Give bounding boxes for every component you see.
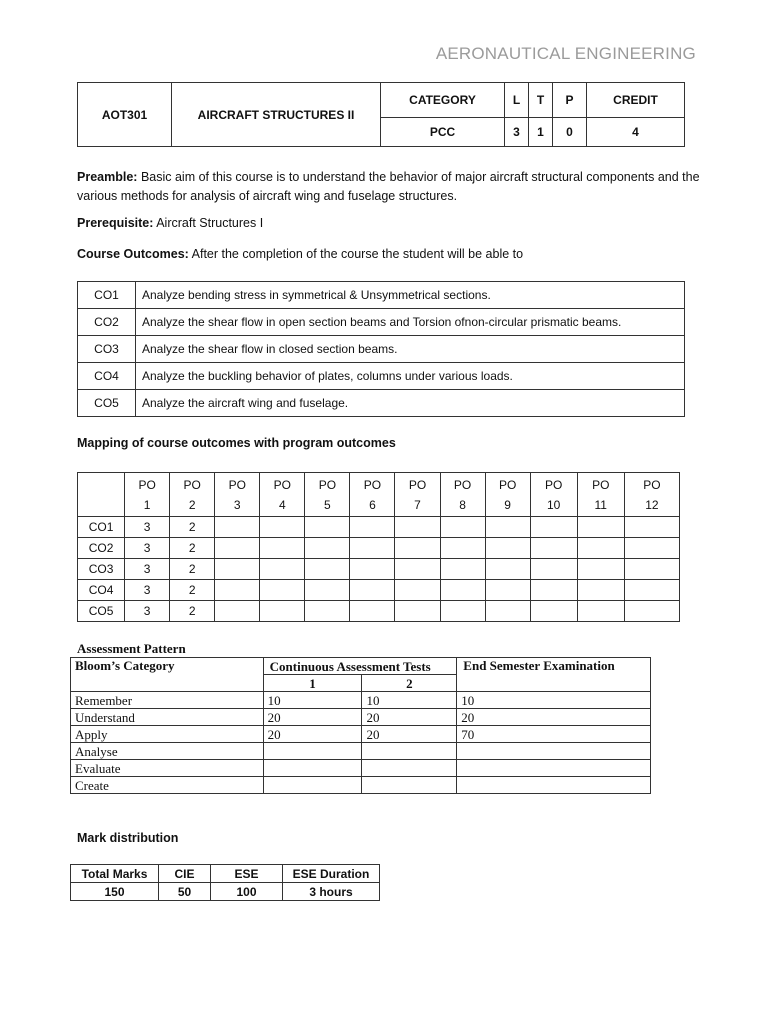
co-description: Analyze the shear flow in open section beams and Torsion ofnon-circular prismatic beams. bbox=[136, 309, 685, 336]
po-prefix: PO bbox=[318, 477, 337, 492]
mapping-cell bbox=[485, 601, 530, 622]
mapping-cell bbox=[440, 559, 485, 580]
ese-marks-header: ESE bbox=[211, 865, 283, 883]
preamble bbox=[77, 168, 702, 206]
co-code: CO3 bbox=[78, 336, 136, 363]
bloom-header: Bloom’s Category bbox=[71, 658, 264, 692]
po-prefix: PO bbox=[138, 477, 156, 492]
po-number: 2 bbox=[188, 497, 196, 512]
mapping-cell bbox=[260, 601, 305, 622]
test1-value: 20 bbox=[263, 726, 362, 743]
mapping-cell bbox=[215, 580, 260, 601]
mapping-cell bbox=[215, 601, 260, 622]
mapping-cell bbox=[305, 538, 350, 559]
mapping-cell bbox=[350, 538, 395, 559]
mapping-cell bbox=[350, 517, 395, 538]
po-prefix: PO bbox=[408, 477, 427, 492]
po-header bbox=[485, 473, 530, 517]
course-outcomes-table bbox=[77, 281, 685, 417]
mapping-co-code: CO2 bbox=[78, 538, 125, 559]
co-description: Analyze the buckling behavior of plates, columns under various loads. bbox=[136, 363, 685, 390]
po-header bbox=[125, 473, 170, 517]
mapping-title: Mapping of course outcomes with program outcomes bbox=[77, 436, 396, 450]
p-value: 0 bbox=[553, 118, 587, 147]
table-row bbox=[71, 743, 651, 760]
mapping-cell bbox=[577, 601, 624, 622]
test1-value bbox=[263, 760, 362, 777]
page-header-department: AERONAUTICAL ENGINEERING bbox=[435, 44, 696, 63]
po-number: 5 bbox=[324, 497, 331, 512]
mapping-cell bbox=[395, 580, 440, 601]
bloom-category: Understand bbox=[71, 709, 264, 726]
course-name: AIRCRAFT STRUCTURES II bbox=[172, 83, 381, 147]
co-code: CO4 bbox=[78, 363, 136, 390]
ese-value: 20 bbox=[457, 709, 651, 726]
table-row bbox=[78, 282, 685, 309]
po-number: 3 bbox=[233, 497, 241, 512]
mapping-cell bbox=[624, 559, 679, 580]
mapping-cell: 3 bbox=[125, 580, 170, 601]
po-number: 11 bbox=[594, 497, 607, 512]
ese-value bbox=[457, 743, 651, 760]
mapping-table bbox=[77, 472, 680, 622]
po-number: 9 bbox=[504, 497, 511, 512]
po-header bbox=[215, 473, 260, 517]
test1-value: 20 bbox=[263, 709, 362, 726]
preamble-label: Preamble: bbox=[77, 170, 138, 184]
ese-marks-value: 100 bbox=[211, 883, 283, 901]
test1-value: 10 bbox=[263, 692, 362, 709]
mapping-cell bbox=[215, 538, 260, 559]
mapping-cell bbox=[485, 538, 530, 559]
co-code: CO5 bbox=[78, 390, 136, 417]
course-code: AOT301 bbox=[78, 83, 172, 147]
table-row bbox=[71, 709, 651, 726]
po-prefix: PO bbox=[592, 477, 610, 492]
table-row bbox=[78, 559, 680, 580]
co-description: Analyze the shear flow in closed section beams. bbox=[136, 336, 685, 363]
po-header bbox=[440, 473, 485, 517]
table-row bbox=[71, 760, 651, 777]
mapping-cell bbox=[577, 517, 624, 538]
mapping-cell bbox=[530, 517, 577, 538]
course-outcomes-intro bbox=[77, 245, 702, 264]
mapping-cell bbox=[577, 538, 624, 559]
mapping-cell bbox=[485, 559, 530, 580]
category-label: CATEGORY bbox=[381, 83, 505, 118]
table-row bbox=[78, 336, 685, 363]
table-row bbox=[71, 692, 651, 709]
mapping-cell: 2 bbox=[170, 538, 215, 559]
l-value: 3 bbox=[505, 118, 529, 147]
po-header bbox=[530, 473, 577, 517]
mapping-cell: 3 bbox=[125, 538, 170, 559]
po-number: 6 bbox=[369, 497, 376, 512]
mapping-cell bbox=[485, 580, 530, 601]
course-outcomes-label: Course Outcomes: bbox=[77, 247, 189, 261]
co-description: Analyze bending stress in symmetrical & Unsymmetrical sections. bbox=[136, 282, 685, 309]
l-label: L bbox=[505, 83, 529, 118]
ese-duration-value: 3 hours bbox=[283, 883, 380, 901]
mapping-co-code: CO5 bbox=[78, 601, 125, 622]
co-code: CO2 bbox=[78, 309, 136, 336]
total-marks-header: Total Marks bbox=[71, 865, 159, 883]
total-marks-value: 150 bbox=[71, 883, 159, 901]
mapping-cell bbox=[624, 517, 679, 538]
mapping-co-code: CO4 bbox=[78, 580, 125, 601]
table-row bbox=[78, 580, 680, 601]
mark-distribution-title: Mark distribution bbox=[77, 831, 179, 845]
table-row bbox=[78, 309, 685, 336]
po-prefix: PO bbox=[228, 477, 246, 492]
assessment-table bbox=[70, 657, 651, 794]
po-header bbox=[624, 473, 679, 517]
mapping-cell: 2 bbox=[170, 580, 215, 601]
category-value: PCC bbox=[381, 118, 505, 147]
ese-value: 70 bbox=[457, 726, 651, 743]
credit-value: 4 bbox=[587, 118, 685, 147]
po-number: 10 bbox=[547, 497, 561, 512]
bloom-category: Apply bbox=[71, 726, 264, 743]
mapping-cell bbox=[260, 559, 305, 580]
mapping-cell bbox=[530, 601, 577, 622]
bloom-category: Analyse bbox=[71, 743, 264, 760]
mapping-cell bbox=[395, 601, 440, 622]
t-value: 1 bbox=[529, 118, 553, 147]
table-row bbox=[78, 538, 680, 559]
po-prefix: PO bbox=[453, 477, 472, 492]
ese-value bbox=[457, 777, 651, 794]
mapping-cell: 2 bbox=[170, 559, 215, 580]
prerequisite-label: Prerequisite: bbox=[77, 216, 154, 230]
po-header bbox=[577, 473, 624, 517]
mapping-cell bbox=[395, 538, 440, 559]
mapping-cell bbox=[305, 601, 350, 622]
p-label: P bbox=[553, 83, 587, 118]
po-header bbox=[395, 473, 440, 517]
prerequisite bbox=[77, 214, 702, 233]
mapping-cell bbox=[440, 580, 485, 601]
table-row bbox=[78, 390, 685, 417]
mapping-cell: 2 bbox=[170, 601, 215, 622]
course-info-table bbox=[77, 82, 685, 147]
po-prefix: PO bbox=[363, 477, 382, 492]
po-number: 1 bbox=[143, 497, 151, 512]
test2-value: 10 bbox=[362, 692, 457, 709]
test2-value bbox=[362, 743, 457, 760]
po-number: 8 bbox=[459, 497, 466, 512]
preamble-text: Basic aim of this course is to understand the behavior of major aircraft structural components and the various methods for analysis of aircraft wing and fuselage structures. bbox=[77, 170, 700, 203]
po-prefix: PO bbox=[643, 477, 661, 492]
table-row bbox=[71, 777, 651, 794]
test2-value bbox=[362, 777, 457, 794]
po-header bbox=[170, 473, 215, 517]
po-header bbox=[305, 473, 350, 517]
cie-header: CIE bbox=[159, 865, 211, 883]
ese-value bbox=[457, 760, 651, 777]
po-prefix: PO bbox=[273, 477, 291, 492]
mapping-cell bbox=[577, 559, 624, 580]
mapping-cell bbox=[624, 580, 679, 601]
ese-duration-header: ESE Duration bbox=[283, 865, 380, 883]
bloom-category: Remember bbox=[71, 692, 264, 709]
test1-value bbox=[263, 777, 362, 794]
table-row bbox=[78, 601, 680, 622]
assessment-title: Assessment Pattern bbox=[77, 641, 186, 656]
mapping-cell bbox=[530, 580, 577, 601]
po-prefix: PO bbox=[545, 477, 563, 492]
mapping-cell bbox=[395, 517, 440, 538]
mapping-cell bbox=[260, 538, 305, 559]
course-outcomes-text: After the completion of the course the student will be able to bbox=[191, 247, 524, 261]
mapping-cell: 3 bbox=[125, 559, 170, 580]
po-header bbox=[350, 473, 395, 517]
co-description: Analyze the aircraft wing and fuselage. bbox=[136, 390, 685, 417]
mapping-cell bbox=[577, 580, 624, 601]
mapping-cell: 2 bbox=[170, 517, 215, 538]
po-number: 7 bbox=[414, 497, 421, 512]
mapping-cell bbox=[215, 559, 260, 580]
mapping-cell: 3 bbox=[125, 517, 170, 538]
test2-value: 20 bbox=[362, 709, 457, 726]
mapping-cell bbox=[485, 517, 530, 538]
mapping-cell bbox=[440, 538, 485, 559]
bloom-category: Evaluate bbox=[71, 760, 264, 777]
mapping-co-code: CO1 bbox=[78, 517, 125, 538]
credit-label: CREDIT bbox=[587, 83, 685, 118]
table-row bbox=[78, 363, 685, 390]
po-number: 4 bbox=[278, 497, 286, 512]
mark-distribution-table bbox=[70, 864, 380, 901]
po-number: 12 bbox=[645, 497, 659, 512]
mapping-cell bbox=[624, 601, 679, 622]
cie-value: 50 bbox=[159, 883, 211, 901]
co-code: CO1 bbox=[78, 282, 136, 309]
bloom-category: Create bbox=[71, 777, 264, 794]
mapping-cell bbox=[440, 517, 485, 538]
table-row bbox=[78, 517, 680, 538]
mapping-cell: 3 bbox=[125, 601, 170, 622]
ese-value: 10 bbox=[457, 692, 651, 709]
mapping-cell bbox=[350, 559, 395, 580]
ese-header: End Semester Examination bbox=[457, 658, 651, 692]
po-prefix: PO bbox=[183, 477, 201, 492]
mapping-cell bbox=[440, 601, 485, 622]
test1-header: 1 bbox=[263, 675, 362, 692]
cat-header: Continuous Assessment Tests bbox=[263, 658, 457, 675]
mapping-cell bbox=[530, 538, 577, 559]
test2-header: 2 bbox=[362, 675, 457, 692]
mapping-cell bbox=[305, 559, 350, 580]
prerequisite-text: Aircraft Structures I bbox=[156, 216, 264, 230]
table-row bbox=[71, 726, 651, 743]
test1-value bbox=[263, 743, 362, 760]
mapping-cell bbox=[215, 517, 260, 538]
mapping-cell bbox=[260, 517, 305, 538]
mapping-cell bbox=[530, 559, 577, 580]
mapping-cell bbox=[260, 580, 305, 601]
t-label: T bbox=[529, 83, 553, 118]
mapping-cell bbox=[350, 580, 395, 601]
po-prefix: PO bbox=[498, 477, 517, 492]
mapping-cell bbox=[624, 538, 679, 559]
test2-value: 20 bbox=[362, 726, 457, 743]
test2-value bbox=[362, 760, 457, 777]
mapping-cell bbox=[305, 580, 350, 601]
mapping-cell bbox=[350, 601, 395, 622]
mapping-cell bbox=[305, 517, 350, 538]
mapping-co-code: CO3 bbox=[78, 559, 125, 580]
mapping-corner-cell bbox=[78, 473, 125, 517]
po-header bbox=[260, 473, 305, 517]
mapping-cell bbox=[395, 559, 440, 580]
